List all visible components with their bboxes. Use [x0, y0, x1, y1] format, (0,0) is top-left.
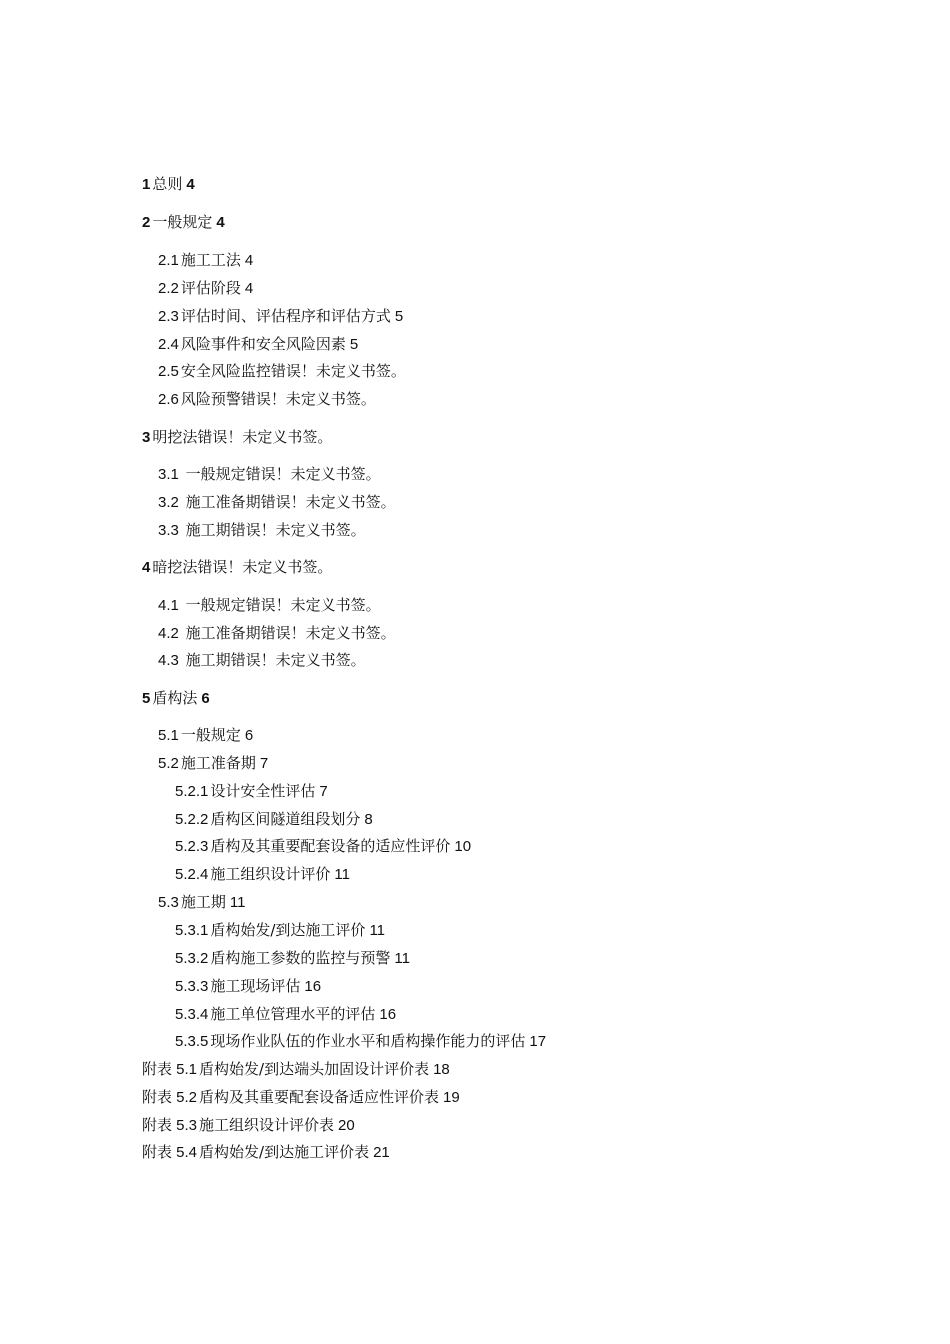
- toc-entry[interactable]: [158, 306, 403, 327]
- toc-entry-title: 盾构始发/到达施工评价表: [199, 1143, 370, 1161]
- toc-entry-number: 5.2.4: [175, 866, 209, 883]
- toc-entry-title: 盾构及其重要配套设备的适应性评价: [210, 837, 451, 855]
- toc-entry-page-number: 6: [244, 727, 254, 744]
- toc-entry-number: 5.3.5: [175, 1033, 209, 1050]
- toc-entry-title: 一般规定错误！未定义书签。: [180, 465, 381, 483]
- toc-entry[interactable]: [158, 278, 253, 299]
- toc-entry-page-number: 5: [349, 336, 359, 353]
- toc-entry[interactable]: [158, 725, 253, 746]
- toc-entry-number: 5.3.1: [175, 922, 209, 939]
- toc-entry-title: 施工组织设计评价: [210, 865, 331, 883]
- toc-entry-page-number: 4: [244, 280, 254, 297]
- toc-entry[interactable]: [142, 1059, 450, 1080]
- toc-entry[interactable]: [175, 864, 350, 885]
- toc-entry-title: 评估阶段: [180, 279, 241, 297]
- toc-entry-number: 4.1: [158, 597, 179, 614]
- toc-entry-page-number: 7: [319, 783, 328, 800]
- toc-entry-title: 风险预警错误！未定义书签。: [180, 390, 376, 408]
- toc-entry-page-number: 16: [379, 1006, 397, 1023]
- toc-entry-number: 5.3.3: [175, 978, 209, 995]
- toc-entry-number: 附表 5.4: [142, 1144, 198, 1161]
- toc-entry[interactable]: [158, 361, 406, 382]
- toc-entry-title: 明挖法错误！未定义书签。: [152, 428, 333, 446]
- toc-entry[interactable]: [175, 781, 328, 802]
- toc-entry[interactable]: [175, 809, 373, 830]
- toc-entry-page-number: 11: [334, 866, 350, 883]
- toc-entry-title: 盾构区间隧道组段划分: [210, 810, 361, 828]
- toc-entry-title: 施工准备期错误！未定义书签。: [180, 493, 396, 511]
- toc-entry-page-number: 10: [454, 838, 472, 855]
- toc-entry-title: 施工工法: [180, 251, 241, 269]
- toc-entry-title: 盾构法: [152, 689, 198, 707]
- toc-entry-number: 附表 5.2: [142, 1089, 198, 1106]
- toc-entry-title: 现场作业队伍的作业水平和盾构操作能力的评估: [210, 1032, 526, 1050]
- toc-entry-page-number: 5: [394, 308, 404, 325]
- toc-entry-page-number: 11: [229, 894, 246, 911]
- toc-entry-title: 施工期: [180, 893, 226, 911]
- toc-entry[interactable]: [158, 334, 358, 355]
- toc-entry-number: 附表 5.1: [142, 1061, 198, 1078]
- toc-entry-page-number: 20: [338, 1117, 355, 1134]
- toc-entry[interactable]: [158, 892, 245, 913]
- toc-entry-number: 4.3: [158, 652, 179, 669]
- toc-entry-page-number: 21: [373, 1144, 390, 1161]
- toc-entry[interactable]: [175, 836, 471, 857]
- toc-entry-title: 施工期错误！未定义书签。: [180, 651, 366, 669]
- toc-entry-title: 暗挖法错误！未定义书签。: [152, 558, 333, 576]
- toc-entry-number: 2: [142, 214, 151, 231]
- toc-entry-number: 3.3: [158, 522, 179, 539]
- toc-entry[interactable]: [175, 1004, 396, 1025]
- toc-entry[interactable]: [158, 250, 253, 271]
- toc-entry-number: 附表 5.3: [142, 1117, 198, 1134]
- toc-entry-number: 2.6: [158, 391, 179, 408]
- toc-entry-page-number: 18: [433, 1061, 450, 1078]
- toc-entry-title: 一般规定: [152, 213, 213, 231]
- toc-entry[interactable]: [158, 464, 381, 485]
- toc-entry-title: 盾构施工参数的监控与预警: [210, 949, 391, 967]
- toc-entry-number: 5.2: [158, 755, 179, 772]
- toc-entry-title: 施工单位管理水平的评估: [210, 1005, 376, 1023]
- toc-entry-title: 设计安全性评估: [210, 782, 316, 800]
- toc-entry[interactable]: [158, 492, 396, 513]
- toc-entry-title: 盾构及其重要配套设备适应性评价表: [199, 1088, 440, 1106]
- toc-entry-title: 总则: [152, 175, 183, 193]
- toc-entry-number: 2.5: [158, 363, 179, 380]
- toc-entry-number: 2.3: [158, 308, 179, 325]
- toc-entry-title: 施工准备期错误！未定义书签。: [180, 624, 396, 642]
- toc-entry-page-number: 19: [443, 1089, 460, 1106]
- toc-entry-page-number: 4: [216, 214, 225, 231]
- toc-entry-title: 施工现场评估: [210, 977, 301, 995]
- toc-entry-title: 一般规定错误！未定义书签。: [180, 596, 381, 614]
- toc-entry-page-number: 7: [259, 755, 269, 772]
- toc-entry[interactable]: [142, 427, 332, 448]
- toc-entry-number: 2.1: [158, 252, 179, 269]
- toc-entry[interactable]: [142, 174, 195, 195]
- toc-entry[interactable]: [158, 389, 376, 410]
- toc-entry[interactable]: [158, 520, 366, 541]
- toc-entry-title: 风险事件和安全风险因素: [180, 335, 346, 353]
- toc-entry[interactable]: [142, 688, 210, 709]
- toc-entry-title: 施工准备期: [180, 754, 256, 772]
- toc-entry-number: 5.3: [158, 894, 179, 911]
- toc-entry[interactable]: [175, 920, 385, 941]
- toc-entry-page-number: 11: [369, 922, 386, 939]
- toc-entry[interactable]: [175, 948, 410, 969]
- toc-entry-title: 安全风险监控错误！未定义书签。: [180, 362, 406, 380]
- toc-entry-page-number: 4: [186, 176, 195, 193]
- toc-entry-number: 5.3.2: [175, 950, 209, 967]
- toc-entry-number: 2.4: [158, 336, 179, 353]
- toc-entry-number: 3: [142, 429, 151, 446]
- toc-entry-number: 5.3.4: [175, 1006, 209, 1023]
- toc-entry-number: 4: [142, 559, 151, 576]
- toc-entry-page-number: 8: [364, 811, 373, 828]
- toc-entry[interactable]: [142, 1115, 355, 1136]
- toc-entry[interactable]: [175, 1031, 546, 1052]
- toc-entry-title: 评估时间、评估程序和评估方式: [180, 307, 391, 325]
- toc-entry-title: 盾构始发/到达端头加固设计评价表: [199, 1060, 430, 1078]
- toc-entry[interactable]: [175, 976, 321, 997]
- toc-entry-number: 5.2.1: [175, 783, 209, 800]
- toc-entry-number: 5.1: [158, 727, 179, 744]
- toc-entry[interactable]: [158, 650, 366, 671]
- toc-entry-number: 2.2: [158, 280, 179, 297]
- toc-entry[interactable]: [158, 623, 396, 644]
- toc-entry-number: 5: [142, 690, 151, 707]
- toc-entry-number: 5.2.2: [175, 811, 209, 828]
- toc-entry-title: 一般规定: [180, 726, 241, 744]
- toc-entry-page-number: 4: [244, 252, 254, 269]
- toc-entry-title: 施工期错误！未定义书签。: [180, 521, 366, 539]
- toc-entry-page-number: 16: [304, 978, 322, 995]
- toc-entry[interactable]: [142, 557, 332, 578]
- toc-entry-title: 施工组织设计评价表: [199, 1116, 335, 1134]
- toc-entry-number: 3.2: [158, 494, 179, 511]
- toc-entry[interactable]: [142, 212, 225, 233]
- toc-entry[interactable]: [142, 1087, 460, 1108]
- toc-entry-page-number: 11: [394, 950, 410, 967]
- toc-entry-title: 盾构始发/到达施工评价: [210, 921, 366, 939]
- toc-entry[interactable]: [142, 1142, 390, 1163]
- toc-entry[interactable]: [158, 753, 268, 774]
- toc-entry-page-number: 6: [201, 690, 210, 707]
- toc-entry-number: 3.1: [158, 466, 179, 483]
- toc-entry-number: 1: [142, 176, 151, 193]
- toc-entry-number: 5.2.3: [175, 838, 209, 855]
- toc-entry-number: 4.2: [158, 625, 179, 642]
- toc-entry-page-number: 17: [529, 1033, 547, 1050]
- toc-entry[interactable]: [158, 595, 381, 616]
